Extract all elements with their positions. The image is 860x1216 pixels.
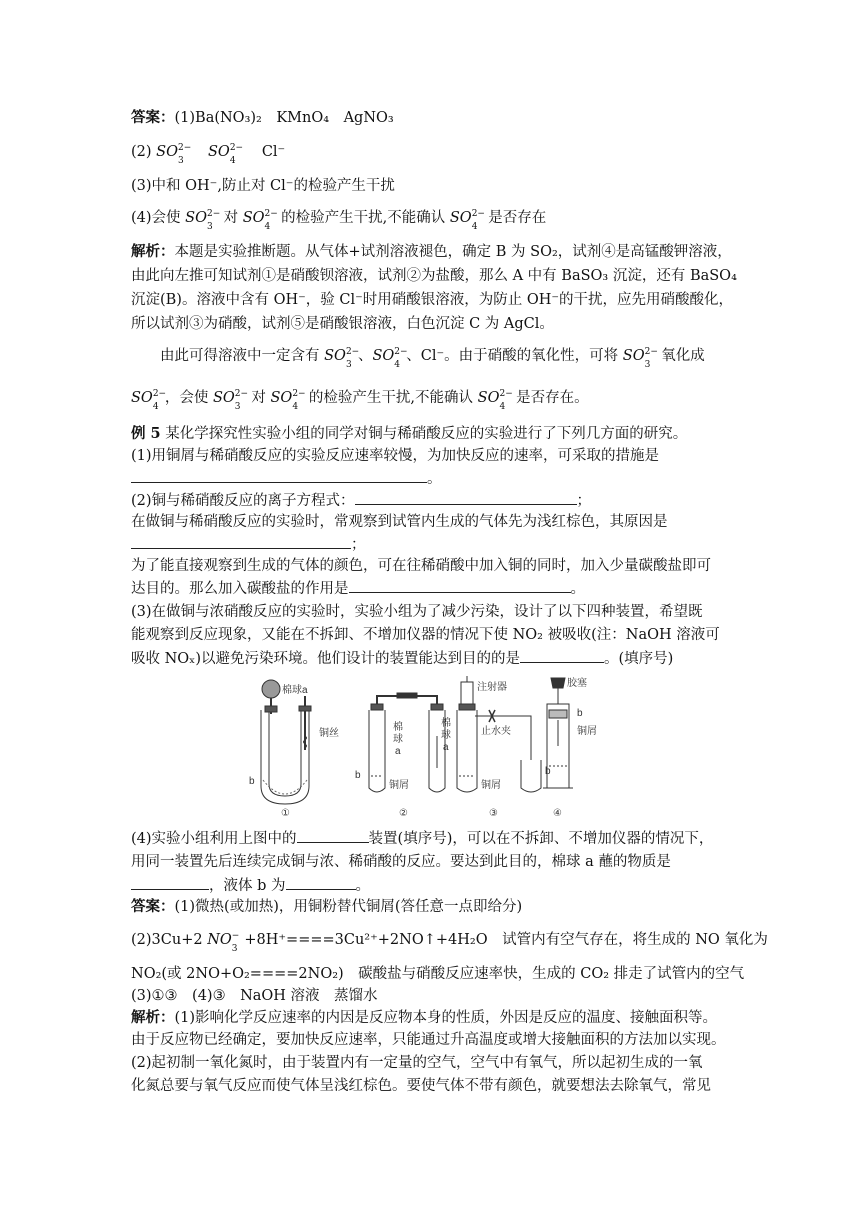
clamp-label: 止水夹 xyxy=(481,726,511,737)
answer-line-3: (3)中和 OH⁻,防止对 Cl⁻的检验产生干扰 xyxy=(131,178,395,194)
sulfite-ion: SO 2− 3 xyxy=(212,389,249,412)
b-label-2: b xyxy=(355,770,361,781)
cotton-a-label-2c: a xyxy=(395,746,401,757)
sulfate-ion: SO 2− 4 xyxy=(207,143,244,166)
sulfite-ion: SO 2− 3 xyxy=(324,347,360,370)
q4-device-blank[interactable] xyxy=(297,828,369,843)
q2d-text: 达目的。那么加入碳酸盐的作用是 。 xyxy=(131,578,585,599)
analysis2-line-1: 解析：(1)影响化学反应速率的内因是反应物本身的性质，外因是反应的温度、接触面积等。 xyxy=(131,1009,718,1026)
cotton-a-label-1: 棉球a xyxy=(282,685,308,696)
apparatus-number-2: ② xyxy=(399,808,408,819)
q2b-answer-line: ； xyxy=(131,534,366,555)
b-label-3: b xyxy=(545,766,551,777)
q3a-text: (3)在做铜与浓硝酸反应的实验时，实验小组为了减少污染，设计了以下四种装置，希望既 xyxy=(131,604,703,620)
apparatus-number-3: ③ xyxy=(489,808,498,819)
copper-chips-label-2: 铜屑 xyxy=(389,780,409,791)
copper-chips-label-4: 铜屑 xyxy=(577,726,597,737)
sulfite-ion: SO 2− 3 xyxy=(156,143,192,166)
cotton-a-label-2a: 棉 xyxy=(393,722,403,733)
analysis2-line-4: 化氮总要与氧气反应而使气体呈浅红棕色。要使气体不带有颜色，就要想法去除氧气，常见 xyxy=(131,1078,711,1094)
apparatus-1 xyxy=(261,680,311,804)
sulfate-ion: SO 2− 4 xyxy=(477,389,513,412)
q4-cotton-blank[interactable] xyxy=(131,875,209,890)
apparatus-number-1: ① xyxy=(281,808,290,819)
analysis2-line-2: 由于反应物已经确定，要加快反应速率，只能通过升高温度或增大接触面积的方法加以实现。 xyxy=(131,1032,726,1048)
answer2-line-2: (2)3Cu+2 NO − 3 +8H⁺====3Cu²⁺+2NO↑+4H₂O 试管内有空气存在，将生成的 NO 氧化为 xyxy=(131,931,768,954)
q4a-text: (4)实验小组利用上图中的 装置(填序号)，可以在不拆卸、不增加仪器的情况下， xyxy=(131,828,713,849)
cotton-a-label-3b: 球 xyxy=(441,730,451,741)
example5-intro: 例 5 某化学探究性实验小组的同学对铜与稀硝酸反应的实验进行了下列几方面的研究。 xyxy=(131,425,688,442)
answer2-line-4: (3)①③ (4)③ NaOH 溶液 蒸馏水 xyxy=(131,988,378,1004)
nitrate-ion: NO − 3 xyxy=(207,931,240,954)
analysis-label: 解析： xyxy=(131,243,175,260)
b-label-1: b xyxy=(249,776,255,787)
analysis-line-4: 所以试剂③为硝酸，试剂⑤是硝酸银溶液，白色沉淀 C 为 AgCl。 xyxy=(131,316,554,332)
sulfate-ion: SO 2− 4 xyxy=(242,209,278,232)
q1-text: (1)用铜屑与稀硝酸反应的实验反应速率较慢，为加快反应的速率，可采取的措施是 xyxy=(131,448,660,464)
q4b-text: 用同一装置先后连续完成铜与浓、稀硝酸的反应。要达到此目的，棉球 a 蘸的物质是 xyxy=(131,854,671,870)
analysis-line-5: 由此可得溶液中一定含有 SO 2− 3 、SO 2− 4 、Cl⁻。由于硝酸的氧化性，可将 SO 2− 3 氧化成 xyxy=(160,347,705,370)
q4-liquid-blank[interactable] xyxy=(286,875,356,890)
analysis2-label: 解析： xyxy=(131,1009,175,1026)
answer2-label: 答案： xyxy=(131,898,175,915)
answer2-line-1: 答案：(1)微热(或加热)，用铜粉替代铜屑(答任意一点即给分) xyxy=(131,898,523,915)
sulfate-ion: SO 2− 4 xyxy=(131,389,167,412)
cotton-ball-icon xyxy=(262,680,280,698)
q4c-text: ，液体 b 为 。 xyxy=(131,875,370,896)
copper-wire-label: 铜丝 xyxy=(319,728,339,739)
q3c-text: 吸收 NOₓ)以避免污染环境。他们设计的装置能达到目的的是 。(填序号) xyxy=(131,648,673,669)
analysis-line-3: 沉淀(B)。溶液中含有 OH⁻，验 Cl⁻时用硝酸银溶液，为防止 OH⁻的干扰，应先用硝酸酸化， xyxy=(131,292,734,308)
analysis-line-1: 解析：本题是实验推断题。从气体+试剂溶液褪色，确定 B 为 SO₂，试剂④是高锰酸钾溶液， xyxy=(131,243,732,260)
copper-chips-label-3: 铜屑 xyxy=(481,780,501,791)
cotton-a-label-3c: a xyxy=(443,742,449,753)
apparatus-figure xyxy=(245,676,605,822)
q1-answer-line: 。 xyxy=(131,468,442,489)
answer-line-2: (2) SO 2− 3 SO 2− 4 Cl⁻ xyxy=(131,143,286,166)
q3-blank[interactable] xyxy=(520,648,604,663)
sulfate-ion: SO 2− 4 xyxy=(270,389,306,412)
q2c-text: 为了能直接观察到生成的气体的颜色，可在往稀硝酸中加入铜的同时，加入少量碳酸盐即可 xyxy=(131,558,711,574)
example5-label: 例 5 xyxy=(131,425,161,442)
analysis-line-6: SO 2− 4 ，会使 SO 2− 3 对 SO 2− 4 的检验产生干扰,不能确认 SO 2− 4 是否存在。 xyxy=(131,389,589,412)
q1-blank[interactable] xyxy=(131,468,427,483)
analysis2-line-3: (2)起初制一氧化氮时，由于装置内有一定量的空气，空气中有氧气，所以起初生成的一氧 xyxy=(131,1055,703,1071)
apparatus-2 xyxy=(369,693,445,792)
syringe-label: 注射器 xyxy=(477,682,507,693)
q2b-blank[interactable] xyxy=(131,534,351,549)
q2a-blank[interactable] xyxy=(355,490,577,505)
apparatus-4 xyxy=(543,678,573,788)
cotton-a-label-2b: 球 xyxy=(393,734,403,745)
sulfite-ion: SO 2− 3 xyxy=(622,347,658,370)
sulfate-ion: SO 2− 4 xyxy=(449,209,485,232)
stopper-label: 胶塞 xyxy=(567,678,587,689)
apparatus-number-4: ④ xyxy=(553,808,562,819)
answer-line-4: (4)会使 SO 2− 3 对 SO 2− 4 的检验产生干扰,不能确认 SO 2− 4 是否存在 xyxy=(131,209,547,232)
answer2-line-3: NO₂(或 2NO+O₂====2NO₂) 碳酸盐与硝酸反应速率快，生成的 CO₂ 排走了试管内的空气 xyxy=(131,966,745,982)
q3b-text: 能观察到反应现象，又能在不拆卸、不增加仪器的情况下使 NO₂ 被吸收(注：NaOH 溶液可 xyxy=(131,627,720,643)
analysis-line-2: 由此向左推可知试剂①是硝酸钡溶液，试剂②为盐酸，那么 A 中有 BaSO₃ 沉淀，还有 BaSO₄ xyxy=(131,268,737,284)
b-label-4: b xyxy=(577,708,583,719)
sulfite-ion: SO 2− 3 xyxy=(185,209,221,232)
q2d-blank[interactable] xyxy=(349,578,571,593)
q2a-text: (2)铜与稀硝酸反应的离子方程式： ； xyxy=(131,490,591,511)
q2b-text: 在做铜与稀硝酸反应的实验时，常观察到试管内生成的气体先为浅红棕色，其原因是 xyxy=(131,514,668,530)
answer-line-1: 答案：(1)Ba(NO₃)₂ KMnO₄ AgNO₃ xyxy=(131,109,394,126)
cotton-a-label-3a: 棉 xyxy=(441,718,451,729)
sulfate-ion: SO 2− 4 xyxy=(372,347,408,370)
answer-label: 答案： xyxy=(131,109,175,126)
